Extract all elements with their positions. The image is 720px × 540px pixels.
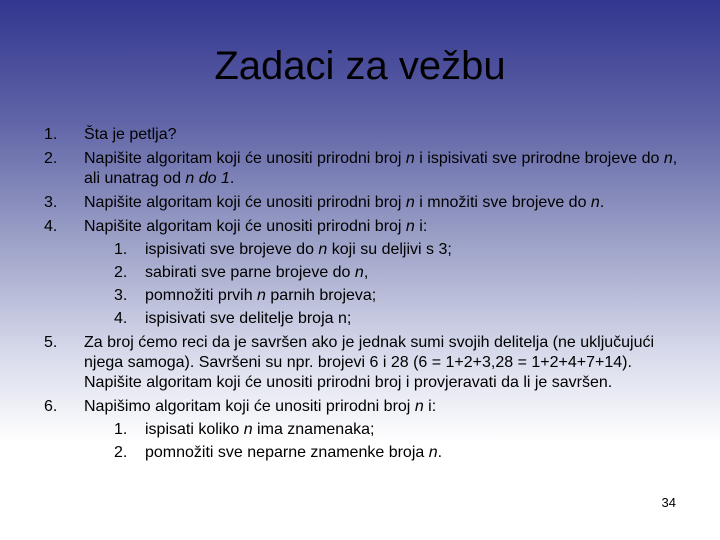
item-number: 5. <box>44 334 58 351</box>
sub-item-number: 3. <box>114 287 128 304</box>
task-list <box>44 125 684 467</box>
sub-item-number: 2. <box>114 264 128 281</box>
sub-item-number: 4. <box>114 310 128 327</box>
sub-item-number: 2. <box>114 444 128 461</box>
item-number: 2. <box>44 150 58 167</box>
sub-item-text: ispisati koliko n ima znamenaka; <box>145 421 375 438</box>
sub-item-text: pomnožiti prvih n parnih brojeva; <box>145 287 377 304</box>
sub-item <box>84 286 684 306</box>
slide-title: Zadaci za vežbu <box>214 44 506 88</box>
item-number: 4. <box>44 218 58 235</box>
list-item <box>44 397 684 463</box>
sub-item <box>84 263 684 283</box>
sub-item-number: 1. <box>114 421 128 438</box>
sub-item-number: 1. <box>114 241 128 258</box>
sub-item-text: ispisivati sve brojeve do n koji su deljivi s 3; <box>145 241 452 258</box>
sub-item-text: pomnožiti sve neparne znamenke broja n. <box>145 444 443 461</box>
sub-item-text: ispisivati sve delitelje broja n; <box>145 310 352 327</box>
sub-item <box>84 240 684 260</box>
list-item <box>44 333 684 393</box>
list-item <box>44 125 684 145</box>
list-item <box>44 193 684 213</box>
item-number: 1. <box>44 126 58 143</box>
item-number: 6. <box>44 398 58 415</box>
list-item <box>44 149 684 189</box>
list-item <box>44 217 684 329</box>
item-text: Napišite algoritam koji će unositi prirodni broj n i ispisivati sve prirodne brojeve do n, ali unatrag od n do 1. <box>84 150 678 187</box>
item-text: Napišite algoritam koji će unositi prirodni broj n i množiti sve brojeve do n. <box>84 194 605 211</box>
item-text: Napišimo algoritam koji će unositi prirodni broj n i: <box>84 398 437 415</box>
sub-item <box>84 443 684 463</box>
item-text: Šta je petlja? <box>84 126 177 143</box>
page-number: 34 <box>661 495 676 510</box>
sub-item <box>84 309 684 329</box>
item-number: 3. <box>44 194 58 211</box>
item-text: Napišite algoritam koji će unositi prirodni broj n i: <box>84 218 428 235</box>
sub-item <box>84 420 684 440</box>
item-text: Za broj ćemo reci da je savršen ako je jednak sumi svojih delitelja (ne uključujući njega samoga). Savršeni su npr. brojevi 6 i 28 (6 = 1+2+3,28 = 1+2+4+7+14). Napišite algoritam koji će unositi prirodni broj i provjeravati da li je savršen. <box>84 334 655 391</box>
sub-item-text: sabirati sve parne brojeve do n, <box>145 264 369 281</box>
